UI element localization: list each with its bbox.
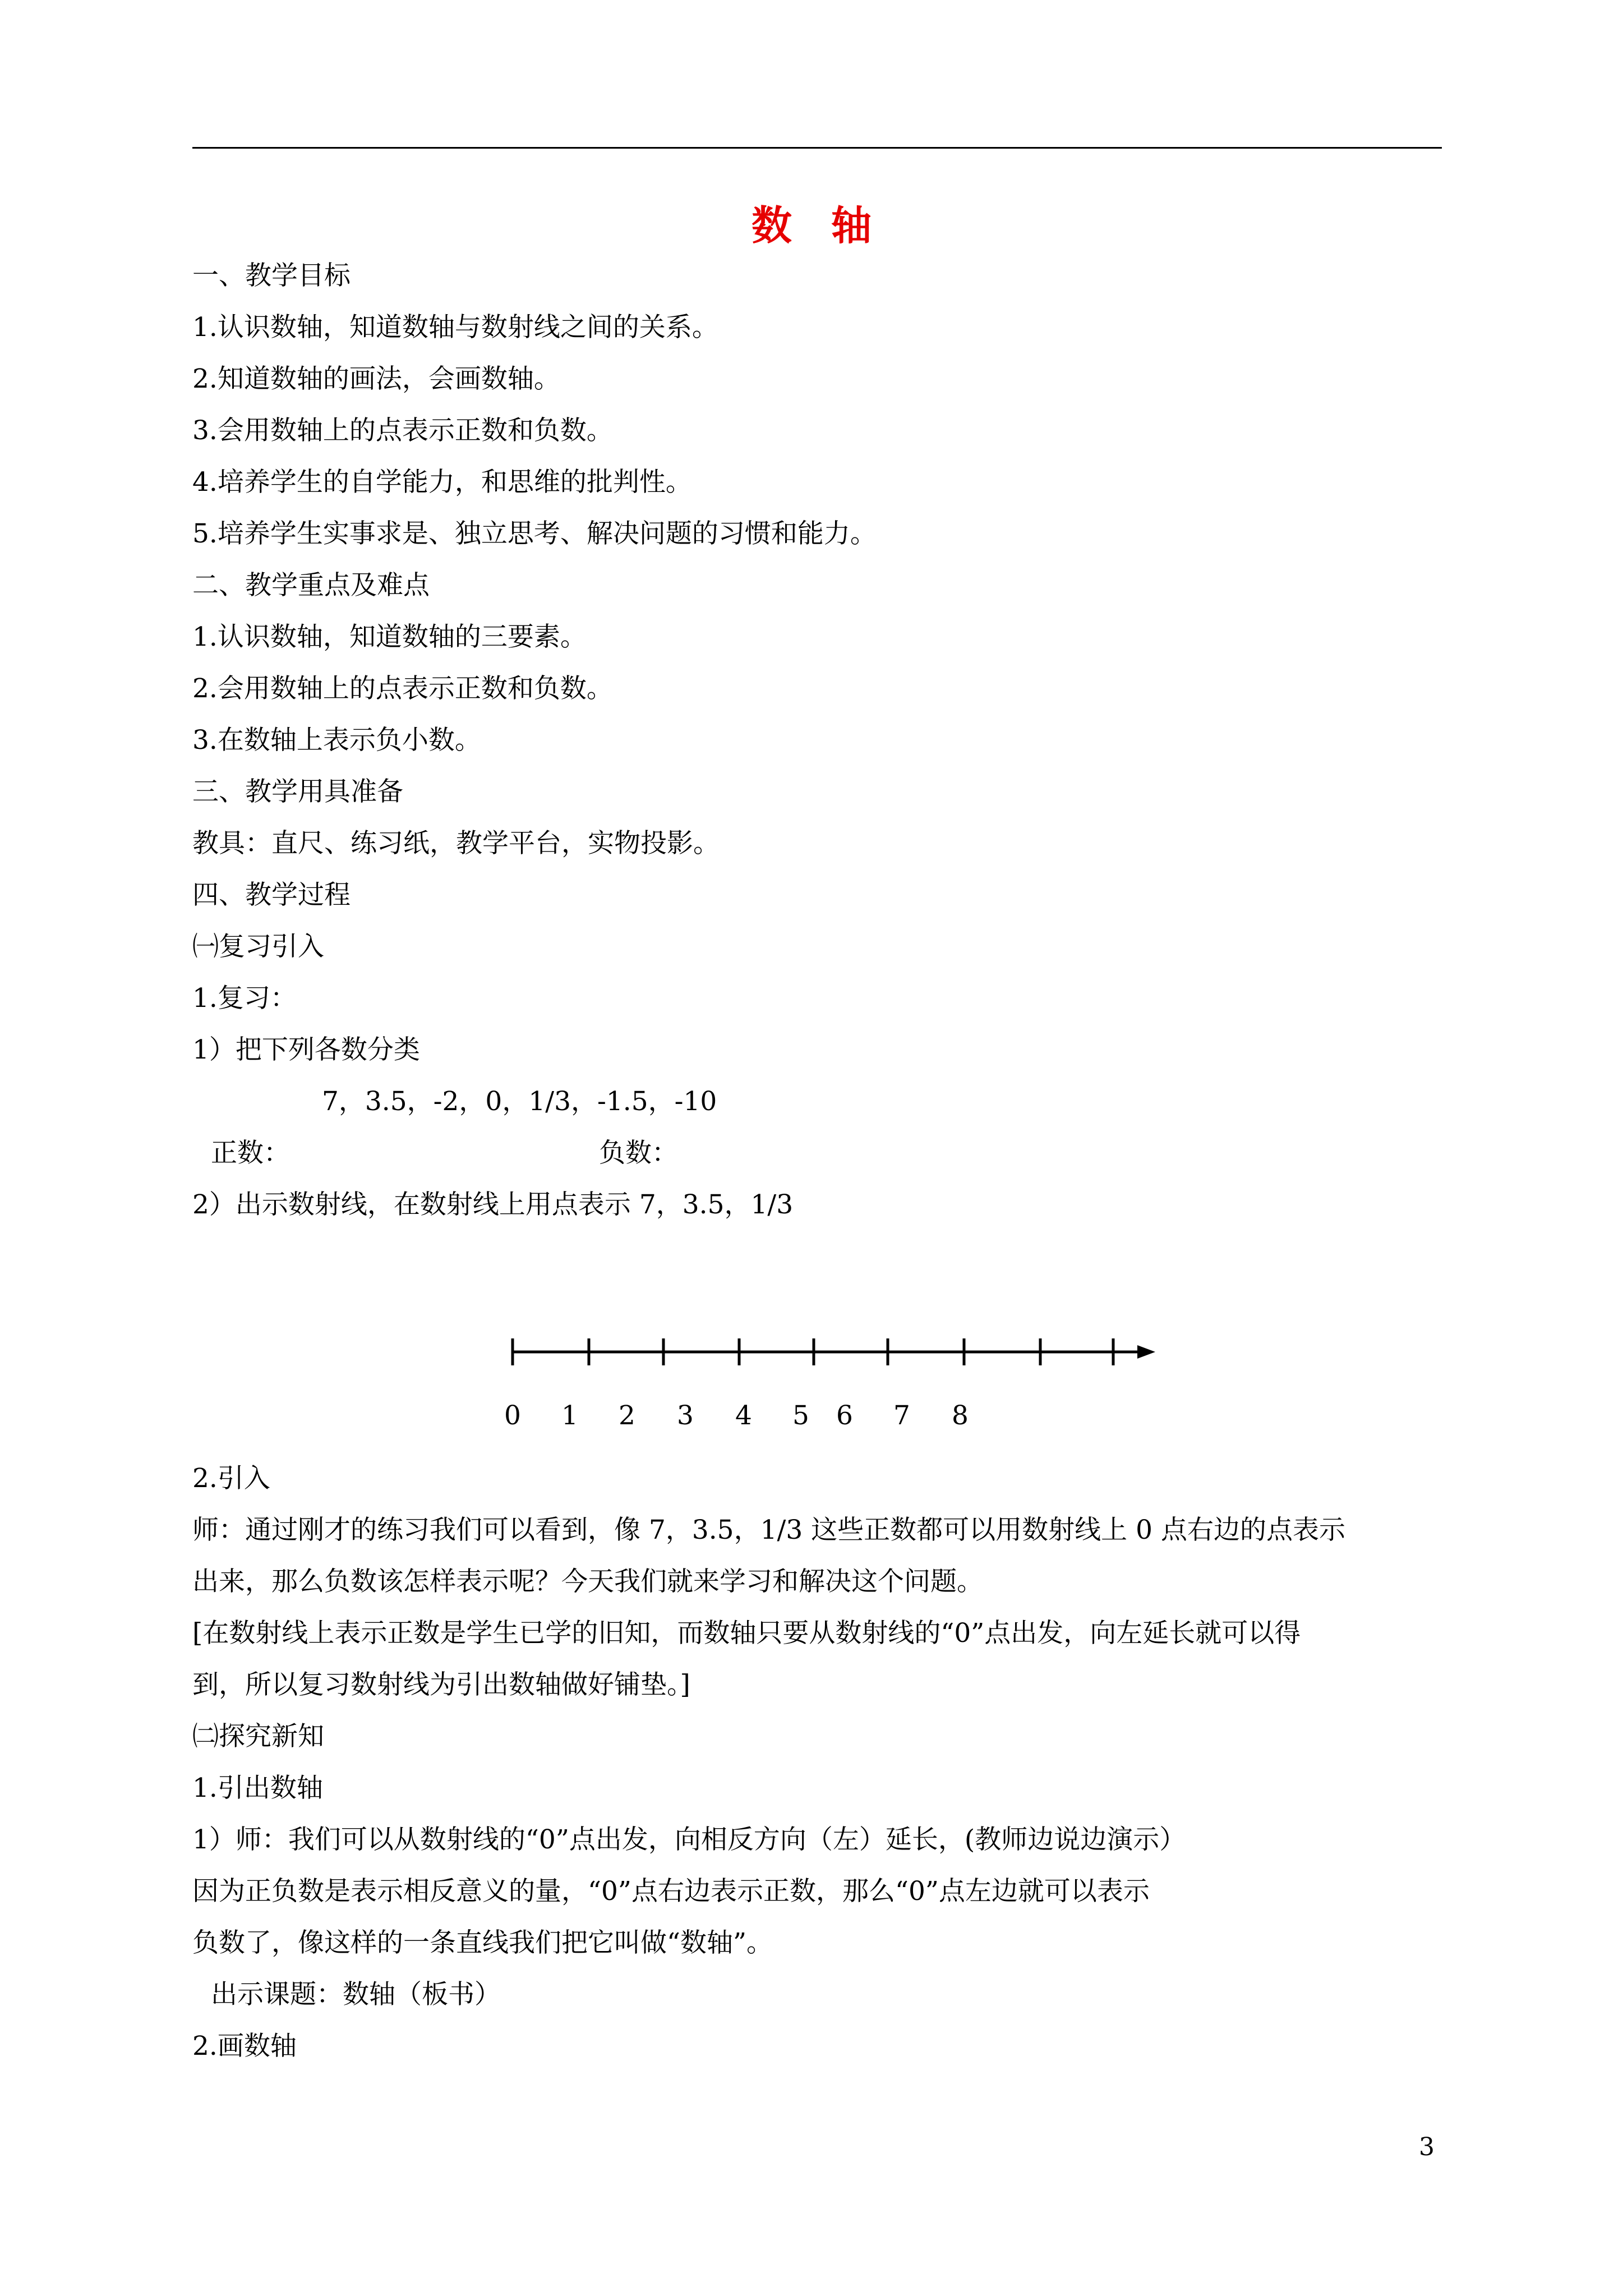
objective-5: 5.培养学生实事求是、独立思考、解决问题的习惯和能力。	[192, 518, 877, 549]
review-heading: 1.复习：	[192, 983, 297, 1014]
objective-2: 2.知道数轴的画法，会画数轴。	[192, 364, 560, 394]
positive-label: 正数：	[211, 1138, 290, 1168]
ray-label: 6	[836, 1400, 853, 1431]
section-heading-key-points: 二、教学重点及难点	[192, 570, 430, 601]
ray-label: 2	[619, 1400, 635, 1431]
ray-label: 0	[504, 1400, 521, 1431]
key-point-1: 1.认识数轴，知道数轴的三要素。	[192, 622, 587, 652]
subsection-review: ㈠复习引入	[192, 931, 324, 962]
explore-line-2: 因为正负数是表示相反意义的量，“0”点右边表示正数，那么“0”点左边就可以表示	[192, 1876, 1150, 1907]
review-task-2: 2）出示数射线，在数射线上用点表示 7，3.5，1/3	[192, 1189, 794, 1220]
teacher-paragraph-line-2: 出来，那么负数该怎样表示呢？今天我们就来学习和解决这个问题。	[192, 1566, 983, 1597]
ray-label: 5	[792, 1400, 809, 1431]
title-char-2: 轴	[831, 201, 872, 249]
section-heading-process: 四、教学过程	[192, 880, 351, 910]
number-list: 7，3.5，-2，0，1/3，-1.5，-10	[322, 1086, 717, 1117]
objective-4: 4.培养学生的自学能力，和思维的批判性。	[192, 467, 692, 498]
ray-label: 7	[893, 1400, 910, 1431]
note-paragraph-line-2: 到，所以复习数射线为引出数轴做好铺垫。]	[192, 1669, 690, 1700]
teacher-paragraph-line-1: 师：通过刚才的练习我们可以看到，像 7，3.5，1/3 这些正数都可以用数射线上 0 点右边的点表示	[192, 1515, 1345, 1545]
ray-label: 1	[561, 1400, 578, 1431]
tools-text: 教具：直尺、练习纸，教学平台，实物投影。	[192, 828, 720, 859]
ray-label: 4	[735, 1400, 752, 1431]
number-ray	[494, 1329, 1166, 1374]
objective-1: 1.认识数轴，知道数轴与数射线之间的关系。	[192, 312, 718, 343]
negative-label: 负数：	[599, 1138, 678, 1168]
board-title-line: 出示课题：数轴（板书）	[211, 1979, 501, 2010]
key-point-2: 2.会用数轴上的点表示正数和负数。	[192, 673, 613, 704]
ray-arrowhead	[1137, 1345, 1155, 1359]
header-rule	[192, 147, 1442, 149]
number-ray-graphic	[494, 1329, 1166, 1374]
title-char-1: 数	[751, 201, 792, 249]
ray-label: 3	[677, 1400, 694, 1431]
section-heading-tools: 三、教学用具准备	[192, 776, 403, 807]
intro-heading: 2.引入	[192, 1463, 270, 1494]
objective-3: 3.会用数轴上的点表示正数和负数。	[192, 415, 613, 446]
page-number: 3	[1419, 2133, 1435, 2161]
explore-line-3: 负数了，像这样的一条直线我们把它叫做“数轴”。	[192, 1927, 773, 1958]
explore-heading-2: 2.画数轴	[192, 2031, 297, 2062]
note-paragraph-line-1: [在数射线上表示正数是学生已学的旧知，而数轴只要从数射线的“0”点出发，向左延长就可以得	[192, 1618, 1301, 1649]
explore-line-1: 1）师：我们可以从数射线的“0”点出发，向相反方向（左）延长，(教师边说边演示）	[192, 1824, 1186, 1855]
review-task-1: 1）把下列各数分类	[192, 1034, 420, 1065]
page-title	[0, 197, 1623, 254]
section-heading-objectives: 一、教学目标	[192, 260, 351, 291]
key-point-3: 3.在数轴上表示负小数。	[192, 725, 481, 756]
ray-label: 8	[952, 1400, 969, 1431]
subsection-explore: ㈡探究新知	[192, 1721, 324, 1752]
explore-heading-1: 1.引出数轴	[192, 1773, 323, 1803]
